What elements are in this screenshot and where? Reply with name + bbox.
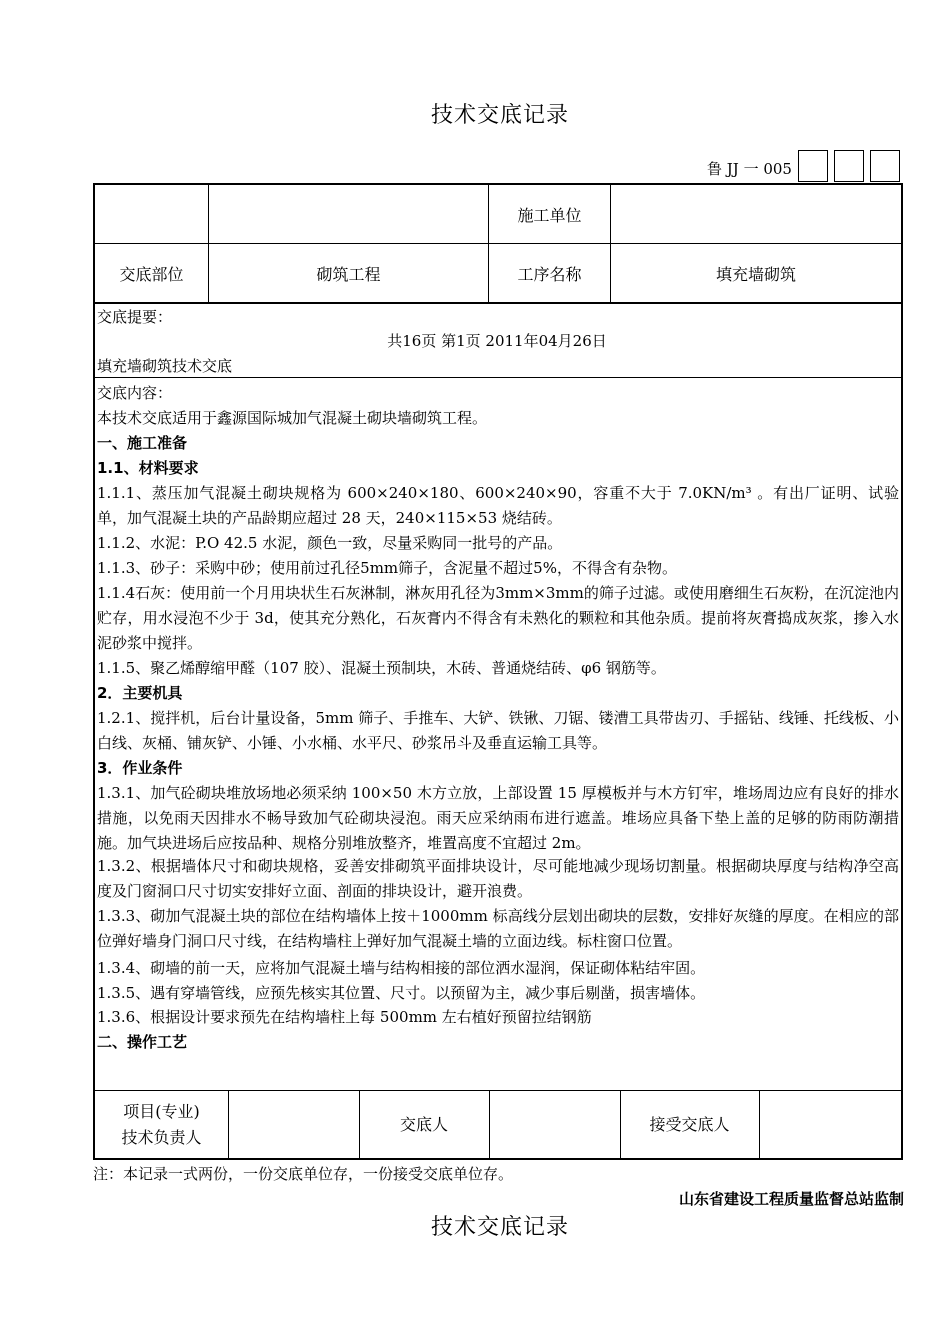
summary-text: 填充墙砌筑技术交底 (97, 357, 233, 375)
tech-lead-label-line2: 技术负责人 (121, 1127, 202, 1147)
paragraph-1-3-2: 1.3.2、根据墙体尺寸和砌块规格，妥善安排砌筑平面排块设计，尽可能地减少现场切割量。根据砌块厚度与结构净空高度及门窗洞口尺寸切实安排好立面、剖面的排块设计，避开浪费。 (97, 857, 899, 900)
paragraph-1-1-3: 1.1.3、砂子：采购中砂；使用前过孔径5mm筛子，含泥量不超过5%，不得含有杂物。 (97, 559, 677, 577)
paragraph-1-1-2: 1.1.2、水泥：P.O 42.5 水泥，颜色一致，尽量采购同一批号的产品。 (97, 534, 563, 552)
presenter-label: 交底人 (399, 1114, 448, 1134)
summary-pages: 共16页 第1页 2011年04月26日 (387, 332, 607, 350)
signature-row (93, 1090, 903, 1160)
receiver-label: 接受交底人 (649, 1114, 730, 1134)
handover-part-value: 砌筑工程 (209, 244, 489, 304)
footnote: 注：本记录一式两份，一份交底单位存，一份接受交底单位存。 (93, 1165, 514, 1183)
construction-unit-label: 施工单位 (489, 185, 611, 244)
paragraph-1-1-1: 1.1.1、蒸压加气混凝土砌块规格为 600×240×180、600×240×90，容重不大于 7.0KN/m³ 。有出厂证明、试验单，加气混凝土块的产品龄期应超过 28 天，240×115×53 烧结砖。 (97, 484, 899, 527)
construction-unit-value (611, 185, 901, 244)
receiver-value (759, 1091, 901, 1158)
content-section (93, 377, 903, 1091)
tech-lead-label-line1: 项目(专业) (123, 1101, 200, 1121)
section-heading-2: 2．主要机具 (97, 684, 183, 702)
section-heading-4: 二、操作工艺 (97, 1033, 188, 1051)
page-title: 技术交底记录 (430, 103, 569, 128)
page-title-next: 技术交底记录 (430, 1215, 569, 1240)
section-heading-1: 一、施工准备 (97, 434, 188, 452)
header-blank-2 (209, 185, 489, 244)
header-table (93, 183, 903, 303)
code-box-2 (834, 150, 864, 182)
handover-part-label: 交底部位 (95, 244, 209, 304)
process-name-value: 填充墙砌筑 (611, 244, 901, 304)
tech-lead-value (228, 1091, 359, 1158)
section-heading-1-1: 1.1、材料要求 (97, 459, 199, 477)
paragraph-1-3-1: 1.3.1、加气砼砌块堆放场地必须采纳 100×50 木方立放，上部设置 15 厚模板并与木方钉牢，堆场周边应有良好的排水措施，以免雨天因排水不畅导致加气砼砌块浸泡。雨天应采纳雨布进行遮盖。堆场应具备下垫上盖的足够的防雨防潮措施。加气块进场后应按品种、规格分别堆放整齐，堆置高度不宜超过 2m。 (97, 784, 899, 852)
tech-lead-label (95, 1091, 228, 1158)
section-heading-3: 3．作业条件 (97, 759, 183, 777)
summary-section (93, 302, 903, 378)
paragraph-1-2-1: 1.2.1、搅拌机，后台计量设备，5mm 筛子、手推车、大铲、铁锹、刀锯、镂漕工具带齿刃、手摇钻、线锤、托线板、小白线、灰桶、铺灰铲、小锤、小水桶、水平尺、砂浆吊斗及垂直运输工具等。 (97, 709, 899, 752)
paragraph-1-1-4: 1.1.4石灰：使用前一个月用块状生石灰淋制，淋灰用孔径为3mm×3mm的筛子过滤。或使用磨细生石灰粉，在沉淀池内贮存，用水浸泡不少于 3d，使其充分熟化，石灰膏内不得含有未熟化的颗粒和其他杂质。提前将灰膏捣成灰浆，掺入水泥砂浆中搅拌。 (97, 584, 899, 652)
summary-label: 交底提要： (97, 308, 173, 326)
paragraph-1-1-5: 1.1.5、聚乙烯醇缩甲醛（107 胶）、混凝土预制块，木砖、普通烧结砖、φ6 钢筋等。 (97, 659, 666, 677)
paragraph-1-3-6: 1.3.6、根据设计要求预先在结构墙柱上每 500mm 左右植好预留拉结钢筋 (97, 1008, 592, 1026)
content-label: 交底内容： (97, 384, 173, 402)
form-code: 鲁 JJ 一 005 (707, 160, 792, 178)
code-box-3 (870, 150, 900, 182)
process-name-label: 工序名称 (489, 244, 611, 304)
paragraph-1-3-5: 1.3.5、遇有穿墙管线，应预先核实其位置、尺寸。以预留为主，减少事后剔凿，损害墙体。 (97, 984, 706, 1002)
paragraph-1-3-4: 1.3.4、砌墙的前一天，应将加气混凝土墙与结构相接的部位洒水湿润，保证砌体粘结牢固。 (97, 959, 706, 977)
code-box-1 (798, 150, 828, 182)
header-blank-1 (95, 185, 209, 244)
content-intro: 本技术交底适用于鑫源国际城加气混凝土砌块墙砌筑工程。 (97, 409, 488, 427)
supervisor-footer: 山东省建设工程质量监督总站监制 (678, 1190, 904, 1208)
paragraph-1-3-3: 1.3.3、砌加气混凝土块的部位在结构墙体上按＋1000mm 标高线分层划出砌块的层数，安排好灰缝的厚度。在相应的部位弹好墙身门洞口尺寸线，在结构墙柱上弹好加气混凝土墙的立面边线。标柱窗口位置。 (97, 907, 899, 950)
presenter-value (489, 1091, 620, 1158)
